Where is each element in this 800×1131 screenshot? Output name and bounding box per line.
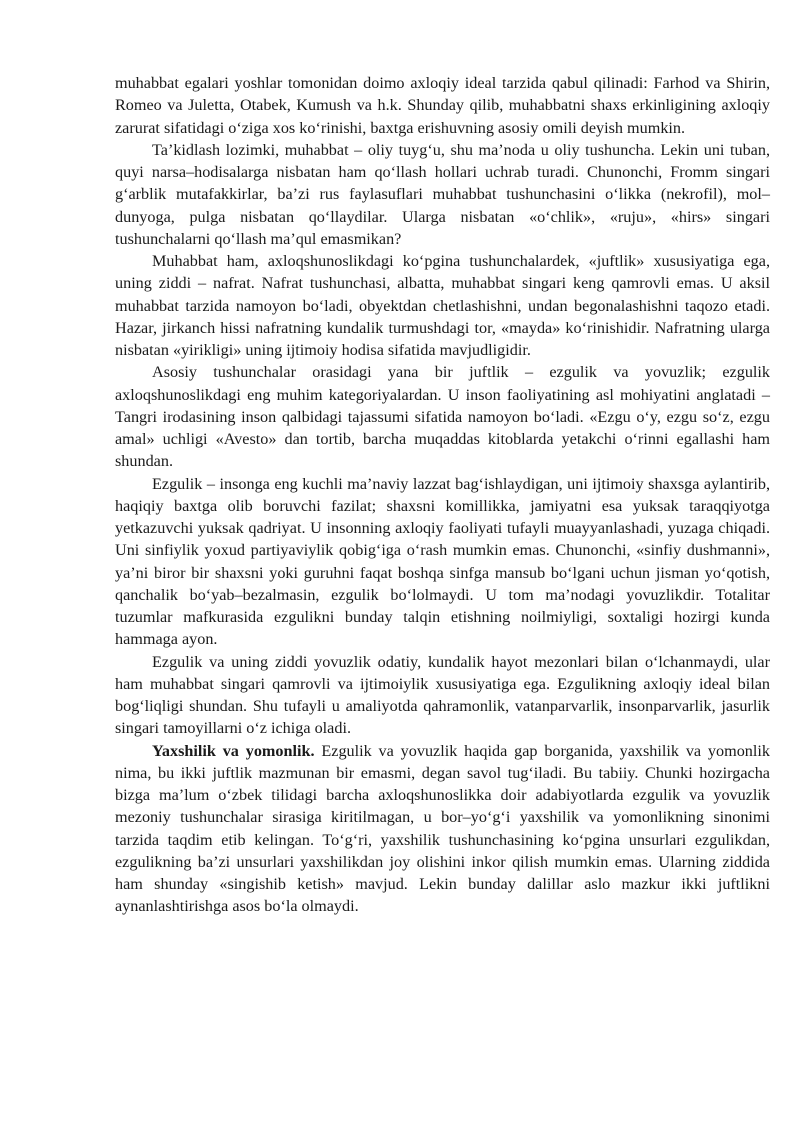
paragraph-4-text: Asosiy tushunchalar orasidagi yana bir juftlik – ezgulik va yovuzlik; ezgulik axloqshunoslikdagi eng muhim kategoriyalardan. U inson faoliyatining asl mohiyatini anglatadi – Tangri irodasining inson qalbidagi tajassumi sifatida namoyon bo‘ladi. «Ezgu o‘y, ezgu so‘z, ezgu amal» uchligi «Avesto» dan tortib, barcha muqaddas kitoblarda yetakchi o‘rinni egallashi ham shundan. (115, 363, 770, 471)
paragraph-4 (115, 361, 770, 472)
section-heading: Yaxshilik va yomonlik. (152, 741, 315, 760)
paragraph-3-text: Muhabbat ham, axloqshunoslikdagi ko‘pgina tushunchalardek, «juftlik» xususiyatiga ega, uning ziddi – nafrat. Nafrat tushunchasi, albatta, muhabbat singari keng qamrovli emas. U aksil muhabbat tarzida namoyon bo‘ladi, obyektdan chetlashishni, undan begonalashishni taqozo etadi. Hazar, jirkanch hissi nafratning kundalik turmushdagi tor, «mayda» ko‘rinishidir. Nafratning ularga nisbatan «yirikligi» uning ijtimoiy hodisa sifatida mavjudligidir. (115, 252, 770, 359)
paragraph-1 (115, 72, 770, 139)
paragraph-2-text: Ta’kidlash lozimki, muhabbat – oliy tuyg‘u, shu ma’noda u oliy tushuncha. Lekin uni tuban, quyi narsa–hodisalarga nisbatan ham qo‘llash hollari uchrab turadi. Chunonchi, Fromm singari g‘arblik mutafakkirlar, ba’zi rus faylasuflari muhabbat tushunchasini o‘likka (nekrofil), mol–dunyoga, pulga nisbatan qo‘llaydilar. Ularga nisbatan «o‘chlik», «ruju», «hirs» singari tushunchalarni qo‘llash ma’qul emasmikan? (115, 140, 770, 248)
paragraph-1-text: muhabbat egalari yoshlar tomonidan doimo axloqiy ideal tarzida qabul qilinadi: Farhod va Shirin, Romeo va Juletta, Otabek, Kumush va h.k. Shunday qilib, muhabbatni shaxs erkinligining axloqiy zarurat sifatidagi o‘ziga xos ko‘rinishi, baxtga erishuvning asosiy omili deyish mumkin. (115, 74, 770, 137)
paragraph-5-text: Ezgulik – insonga eng kuchli ma’naviy lazzat bag‘ishlaydigan, uni ijtimoiy shaxsga aylantirib, haqiqiy baxtga olib boruvchi fazilat; shaxsni komillikka, jamiyatni esa yuksak taraqqiyotga yetkazuvchi yuksak qadriyat. U insonning axloqiy faoliyati tufayli muayyanlashadi, yuzaga chiqadi. Uni sinfiylik yoxud partiyaviylik qobig‘iga o‘rash mumkin emas. Chunonchi, «sinfiy dushmanni», ya’ni biror bir shaxsni yoki guruhni faqat boshqa sinfga mansub bo‘lgani uchun jisman yo‘qotish, qanchalik bo‘yab–bezalmasin, ezgulik bo‘lolmaydi. U tom ma’nodagi yovuzlikdir. Totalitar tuzumlar mafkurasida ezgulikni bunday talqin etishning noilmiyligi, soxtaligi hozirgi kunda hammaga ayon. (115, 474, 770, 649)
paragraph-6-text: Ezgulik va uning ziddi yovuzlik odatiy, kundalik hayot mezonlari bilan o‘lchanmaydi, ular ham muhabbat singari qamrovli va ijtimoiylik xususiyatiga ega. Ezgulikning axloqiy ideal bilan bog‘liqligi shundan. Shu tufayli u amaliyotda qahramonlik, vatanparvarlik, insonparvarlik, jasurlik singari tamoyillarni o‘z ichiga oladi. (115, 652, 770, 738)
document-page (115, 72, 770, 918)
paragraph-7-text: Ezgulik va yovuzlik haqida gap borganida, yaxshilik va yomonlik nima, bu ikki juftlik mazmunan bir emasmi, degan savol tug‘iladi. Bu tabiiy. Chunki hozirgacha bizga ma’lum o‘zbek tilidagi barcha axloqshunoslikka doir adabiyotlarda ezgulik va yovuzlik mezoniy tushunchalar sirasiga kiritilmagan, u bor–yo‘g‘i yaxshilik va yomonlikning sinonimi tarzida taqdim etib kelingan. To‘g‘ri, yaxshilik tushunchasining ko‘pgina unsurlari ezgulikdan, ezgulikning ba’zi unsurlari yaxshilikdan joy olishini inkor qilish mumkin emas. Ularning ziddida ham shunday «singishib ketish» mavjud. Lekin bunday dalillar aslo mazkur ikki juftlikni aynanlashtirishga asos bo‘la olmaydi. (115, 741, 770, 916)
paragraph-2 (115, 139, 770, 250)
paragraph-3 (115, 250, 770, 361)
paragraph-6 (115, 651, 770, 740)
paragraph-5 (115, 473, 770, 651)
paragraph-7 (115, 740, 770, 918)
